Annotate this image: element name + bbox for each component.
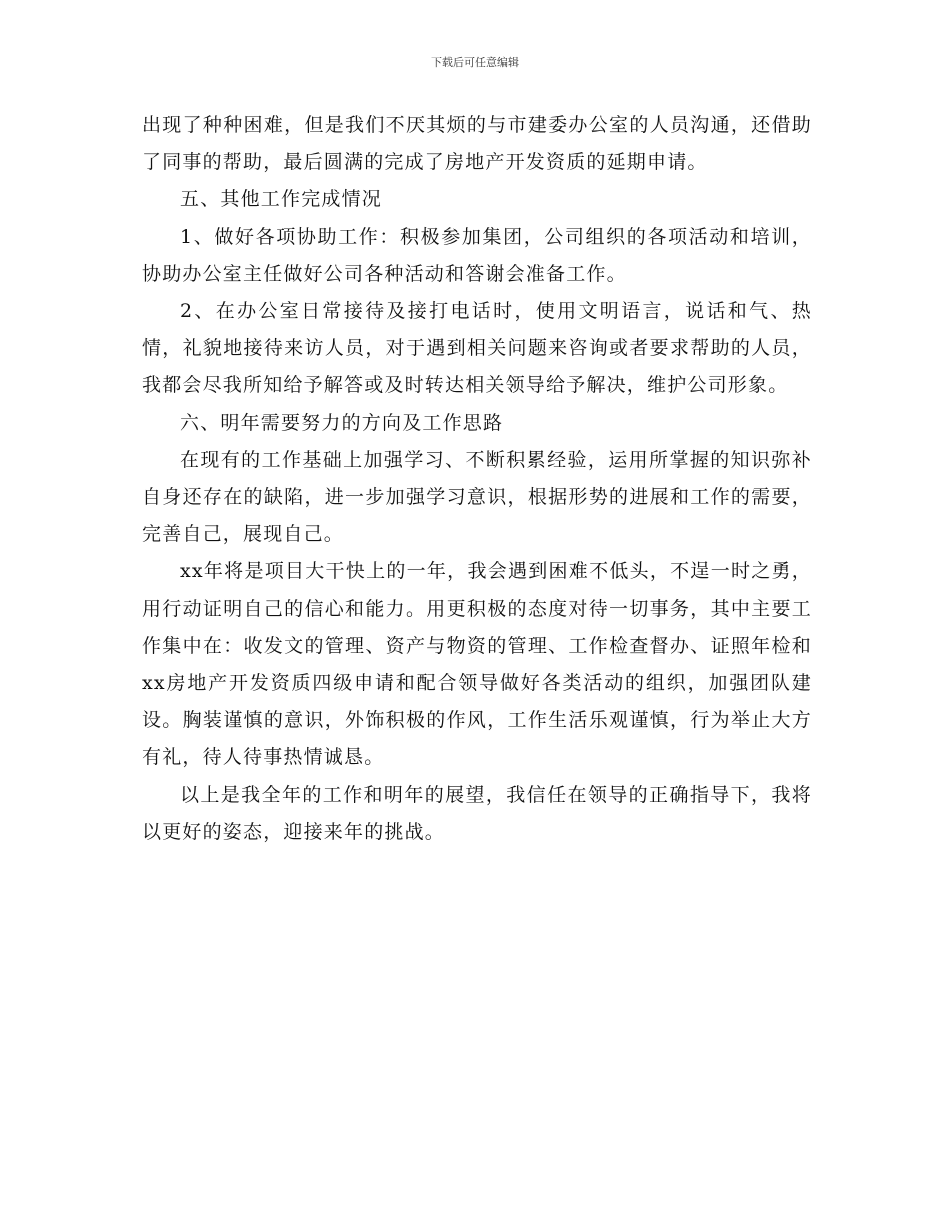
paragraph-item-1: 1、做好各项协助工作：积极参加集团，公司组织的各项活动和培训，协助办公室主任做好公司各种活动和答谢会准备工作。 [142, 225, 812, 285]
section-heading-6: 六、明年需要努力的方向及工作思路 [180, 411, 504, 434]
paragraph-next-year: xx年将是项目大干快上的一年，我会遇到困难不低头，不逞一时之勇，用行动证明自己的信心和能力。用更积极的态度对待一切事务，其中主要工作集中在：收发文的管理、资产与物资的管理、工作检查督办、证照年检和xx房地产开发资质四级申请和配合领导做好各类活动的组织，加强团队建设。胸装谨慎的意识，外饰积极的作风，工作生活乐观谨慎，行为举止大方有礼，待人待事热情诚恳。 [142, 560, 812, 769]
paragraph-plan: 在现有的工作基础上加强学习、不断积累经验，运用所掌握的知识弥补自身还存在的缺陷，进一步加强学习意识，根据形势的进展和工作的需要，完善自己，展现自己。 [142, 448, 812, 546]
paragraph-conclusion: 以上是我全年的工作和明年的展望，我信任在领导的正确指导下，我将以更好的姿态，迎接来年的挑战。 [142, 783, 812, 843]
section-heading-5: 五、其他工作完成情况 [180, 188, 383, 211]
paragraph-continued: 出现了种种困难，但是我们不厌其烦的与市建委办公室的人员沟通，还借助了同事的帮助，最后圆满的完成了房地产开发资质的延期申请。 [142, 114, 812, 174]
page-header: 下载后可任意编辑 [431, 56, 519, 69]
paragraph-item-2: 2、在办公室日常接待及接打电话时，使用文明语言，说话和气、热情，礼貌地接待来访人员，对于遇到相关问题来咨询或者要求帮助的人员，我都会尽我所知给予解答或及时转达相关领导给予解决，维护公司形象。 [142, 300, 812, 397]
document-body [142, 107, 812, 851]
